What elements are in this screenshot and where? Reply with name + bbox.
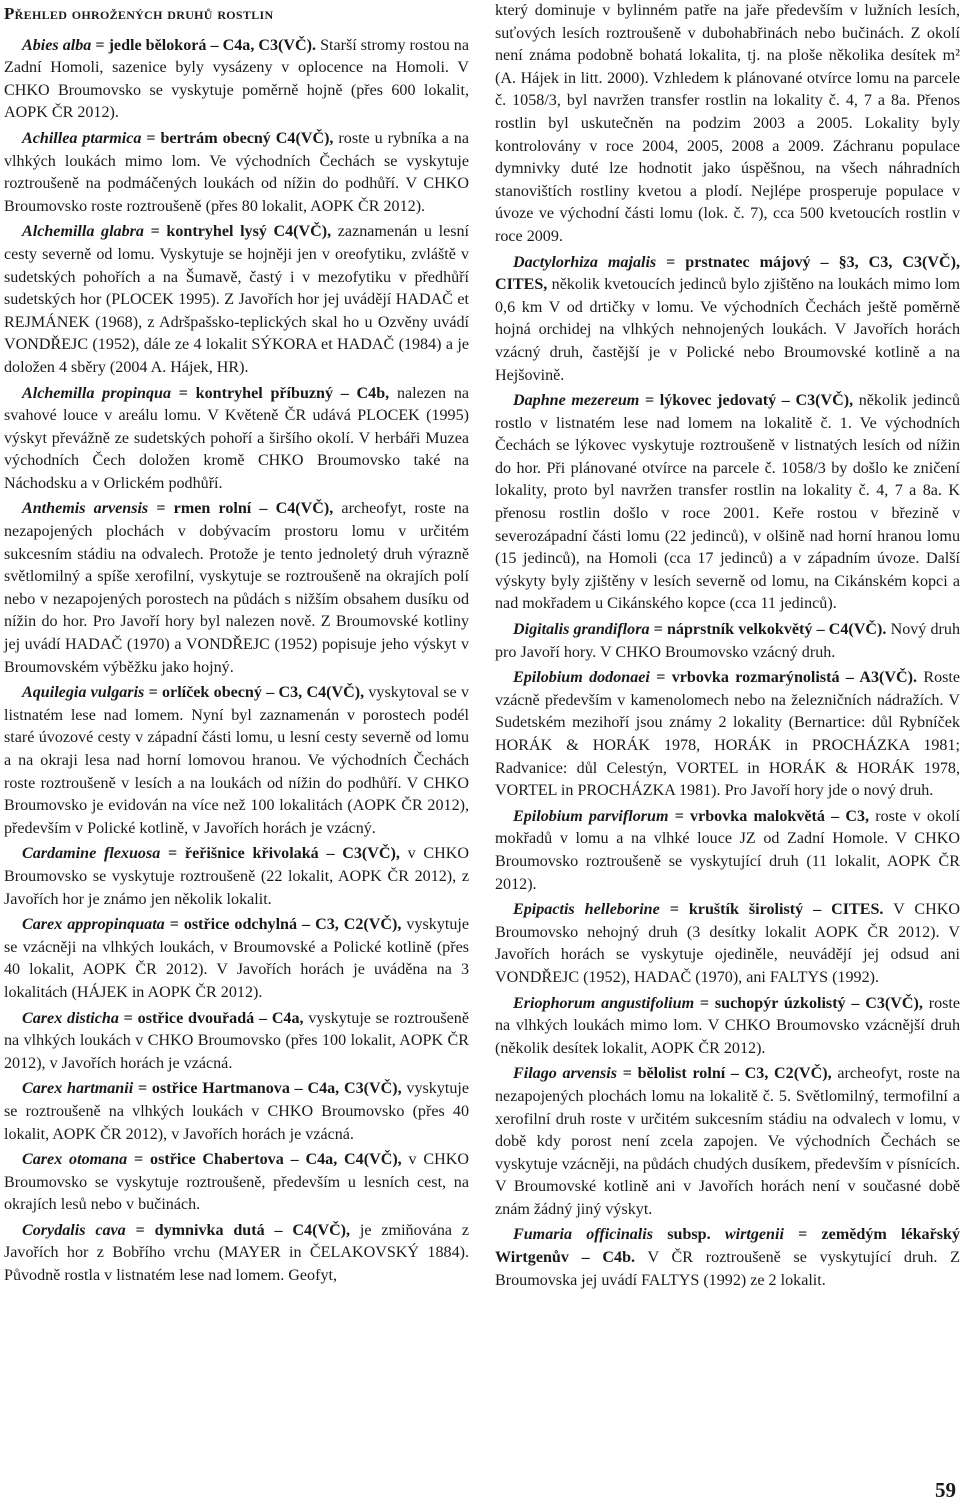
species-czech-name: = řeřišnice křivolaká – C3(VČ), [160, 845, 400, 863]
species-entry [495, 1224, 960, 1292]
species-scientific-name: Alchemilla propinqua [22, 384, 172, 402]
species-scientific-name: Epipactis helleborine [513, 901, 660, 919]
species-czech-name: = vrbovka malokvětá – C3, [668, 807, 870, 825]
species-scientific-name: Carex disticha [22, 1009, 119, 1027]
species-czech-name: = kruštík širolistý – CITES. [659, 901, 884, 919]
species-scientific-name: Alchemilla glabra [22, 223, 144, 241]
species-entry [4, 35, 469, 125]
species-entry [495, 252, 960, 388]
species-czech-name: = ostřice odchylná – C3, C2(VČ), [164, 916, 402, 934]
species-scientific-name: Carex appropinquata [22, 916, 165, 934]
page-number: 59 [935, 1478, 956, 1502]
species-entry [495, 667, 960, 803]
species-scientific-name: Epilobium parviflorum [513, 807, 669, 825]
species-entry [495, 390, 960, 616]
species-description: roste v okolí mokřadů v lomu a na vlhké louce JZ od Zadní Homole. V CHKO Broumovsko roztroušeně se vyskytující druh (11 lokalit, AOPK ČR 2012). [495, 807, 960, 893]
species-scientific-name: Filago arvensis [513, 1065, 618, 1083]
species-description: několik kvetoucích jedinců bylo zjištěno na loukách mimo lom 0,6 km V od drtičky v lomu. Ve východních Čechách ještě poměrně hojná orchidej na vlhkých nehnojených loukách. V Javořích horách vzácný druh, častější je v Polické nebo Broumovské kotlině a na Hejšovině. [495, 276, 960, 384]
species-subspecies-name: wirtgenii [724, 1226, 784, 1244]
species-description: Roste vzácně především v kamenolomech nebo na železničních nádražích. V Sudetském mezihoří jsou známy 2 lokality (Bernartice: důl Rybníček HORÁK & HORÁK 1978, HORÁK in PROCHÁZKA 1981; Radvanice: důl Celestýn, VORTEL in HORÁK & HORÁK 1978, VORTEL in PROCHÁZKA 1981). Pro Javoří hory jde o nový druh. [495, 669, 960, 800]
species-scientific-name: Carex hartmanii [22, 1080, 134, 1098]
species-entry [495, 899, 960, 989]
species-scientific-name: Achillea ptarmica [22, 129, 142, 147]
species-czech-name: = ostřice Chabertova – C4a, C4(VČ), [127, 1151, 402, 1169]
species-description: vyskytuje se roztroušeně na vlhkých loukách v CHKO Broumovsko (přes 100 lokalit, AOPK ČR 2012), v Javořích horách je vzácná. [4, 1009, 469, 1072]
species-scientific-name: Carex otomana [22, 1151, 128, 1169]
species-scientific-name: Anthemis arvensis [22, 500, 149, 518]
page-heading: Přehled ohrožených druhů rostlin [4, 4, 274, 23]
species-czech-name: subsp. [653, 1226, 725, 1244]
species-entry [4, 914, 469, 1004]
species-entry [4, 221, 469, 379]
species-description: Nový druh pro Javoří hory. V CHKO Broumovsko vzácný druh. [495, 621, 960, 661]
species-czech-name: = rmen rolní – C4(VČ), [148, 500, 334, 518]
species-czech-name: = ostřice Hartmanova – C4a, C3(VČ), [133, 1080, 402, 1098]
species-description: zaznamenán u lesní cesty severně od lomu. Vyskytuje se hojněji jen v oreofytiku, zvláště v sudetských pohořích a na Šumavě, častý i v mezofytiku v předhůří sudetských hor (PLOCEK 1995). Z Javořích hor jej uvádějí HADAČ et REJMÁNEK (1968), z Adršpašsko-teplických skal ho u Ozvěny uvádí VONDŘEJC (1952), dále ze 4 lokalit SÝKORA et HADAČ (1984) a je doložen 4 sběry (2004 A. Hájek, HR). [4, 223, 469, 376]
species-entry [495, 1063, 960, 1221]
species-scientific-name: Dactylorhiza majalis [513, 253, 657, 271]
species-czech-name: = náprstník velkokvětý – C4(VČ). [649, 621, 887, 639]
species-description: Starší stromy rostou na Zadní Homoli, sazenice byly vysázeny v oplocence na Homoli. V CHKO Broumovsko se vyskytuje poměrně hojně (přes 600 lokalit, AOPK ČR 2012). [4, 36, 469, 122]
species-scientific-name: Epilobium dodonaei [513, 669, 650, 687]
species-description: v CHKO Broumovsko se vyskytuje roztroušeně, především u lesních cest, na okrajích lesů nebo v bučinách. [4, 1151, 470, 1214]
species-description: roste u rybníka a na vlhkých loukách mimo lom. Ve východních Čechách se vyskytuje roztroušeně na podmáčených loukách od nížin do podhůří. V CHKO Broumovsko roste roztroušeně (přes 80 lokalit, AOPK ČR 2012). [4, 129, 469, 215]
species-czech-name: = prstnatec májový – §3, C3, C3(VČ), CITES, [495, 253, 960, 294]
right-entries [495, 252, 960, 1293]
species-description: nalezen na svahové louce v areálu lomu. V Květeně ČR udává PLOCEK (1995) výskyt převážně ze sudetských pohoří a širšího okolí. V herbáři Muzea východních Čech doložen kromě CHKO Broumovsko také na Náchodsku a v Orlickém podhůří. [4, 384, 470, 492]
species-description: vyskytoval se v listnatém lese nad lomem. Nyní byl zaznamenán v porostech podél staré úvozové cesty v západní části lomu, u lesní cesty severně od lomu a na okraji lesa nad horní lomovou hranou. Ve východních Čechách roste roztroušeně v lesích a na loukách od nížin do podhůří. V CHKO Broumovsko je evidován na více než 100 lokalitách (AOPK ČR 2012), především v Polické kotlině, v Javořích horách je vzácný. [4, 684, 470, 837]
species-description: V ČR roztroušeně se vyskytující druh. Z Broumovska jej uvádí FALTYS (1992) ze 2 lokalit. [495, 1249, 960, 1289]
species-czech-name: = bělolist rolní – C3, C2(VČ), [617, 1065, 832, 1083]
species-scientific-name: Abies alba [22, 36, 92, 54]
species-scientific-name: Eriophorum angustifolium [513, 994, 695, 1012]
species-entry [4, 128, 469, 218]
species-description: vyskytuje se vzácněji na vlhkých loukách, v Broumovské a Polické kotlině (přes 40 lokalit, AOPK ČR 2012). V Javořích horách je uváděna na 3 lokalitách (HÁJEK in AOPK ČR 2012). [4, 916, 469, 1001]
species-entry [4, 498, 469, 679]
species-scientific-name: Daphne mezereum [513, 392, 640, 410]
species-scientific-name: Corydalis cava [22, 1221, 126, 1239]
species-czech-name: = lýkovec jedovatý – C3(VČ), [639, 392, 854, 410]
species-description: v CHKO Broumovsko se vyskytuje roztroušeně (22 lokalit, AOPK ČR 2012), z Javořích hor je známo jen několik lokalit. [4, 845, 470, 908]
left-entries [4, 35, 469, 1288]
continuation-paragraph: který dominuje v bylinném patře na jaře především v lužních lesích, suťových lesích roztroušeně v dubohabřinách nebo bučinách. Z okolí není známa podobně bohatá lokalita, tj. na ploše několika desítek m² (A. Hájek in litt. 2000). Vzhledem k plánované otvírce lomu na parcele č. 1058/3, byl navržen transfer rostlin na lokality č. 4, 7 a 8a. Přenos rostlin byl uskutečněn na podzim 2003 a 2005. Lokality byly kontrolovány v roce 2004, 2005, 2008 a 2009. Záchranu populace dymnivky duté lze hodnotit jako úspěšnou, na všech náhradních stanovištích rostliny kvetou a plodí. Nejlépe prosperuje populace v úvoze ve východní části lomu (lok. č. 7), cca 500 kvetoucích rostlin v roce 2009. [495, 2, 960, 245]
species-scientific-name: Fumaria officinalis [513, 1226, 654, 1244]
species-czech-name: = orlíček obecný – C3, C4(VČ), [144, 684, 365, 702]
left-column [4, 0, 469, 1291]
species-entry [4, 1220, 469, 1288]
species-scientific-name: Cardamine flexuosa [22, 845, 161, 863]
right-column [495, 0, 960, 1295]
species-description: je zmiňována z Javořích hor z Bobřího vrchu (MAYER in ČELAKOVSKÝ 1884). Původně rostla v listnatém lese nad lomem. Geofyt, [4, 1221, 470, 1285]
species-scientific-name: Digitalis grandiflora [513, 621, 650, 639]
species-entry [4, 843, 469, 911]
species-czech-name-2: = zemědým lékařský Wirtgenův – C4b. [495, 1226, 960, 1267]
species-czech-name: = jedle bělokorá – C4a, C3(VČ). [91, 36, 317, 54]
species-czech-name: = dymnivka dutá – C4(VČ), [125, 1221, 351, 1239]
species-entry [4, 682, 469, 840]
species-description: V CHKO Broumovsko nehojný druh (3 desítky lokalit AOPK ČR 2012). V Javořích horách se vyskytuje ojediněle, neuvádějí jej odsud ani VONDŘEJC (1952), HADAČ (1970), ani FALTYS (1992). [495, 901, 960, 986]
species-description: vyskytuje se roztroušeně na vlhkých loukách v CHKO Broumovsko (přes 40 lokalit, AOPK ČR 2012), v Javořích horách je vzácná. [4, 1080, 469, 1143]
species-entry [4, 383, 469, 496]
species-description: archeofyt, roste na nezapojených plochách lomu na lokalitě č. 5. Světlomilný, termofilní a xerofilní druh roste v určitém sukcesním stádiu na odvalech v lomu, v době kdy porost není zcela zapojen. Ve východních Čechách se vyskytuje vzácněji, na půdách chudých dusíkem, především v písnících. V Broumovské kotlině ani v Javořích horách není v současné době znám žádný jiný výskyt. [495, 1065, 960, 1218]
species-entry [4, 1078, 469, 1146]
species-czech-name: = kontryhel lysý C4(VČ), [143, 223, 332, 241]
species-entry [4, 1149, 469, 1217]
species-czech-name: = kontryhel příbuzný – C4b, [171, 384, 390, 402]
species-description: archeofyt, roste na nezapojených plochách v dobývacím prostoru lomu v určitém sukcesním stádiu na odvalech. Protože je tento jednoletý druh výrazně světlomilný a spíše xerofilní, vyskytuje se roztroušeně na okrajích polí nebo v nezapojených porostech na půdách s nižším obsahem dusíku od nížin do hor. Pro Javoří hory byl nalezen nově. Z Broumovské kotliny jej uvádí HADAČ (1970) a VONDŘEJC (1952) popisuje jeho výskyt v Broumovském výběžku jako hojný. [4, 500, 469, 676]
species-entry [495, 993, 960, 1061]
species-entry [4, 1008, 469, 1076]
species-czech-name: = ostřice dvouřadá – C4a, [118, 1009, 304, 1027]
species-description: několik jedinců rostlo v listnatém lese nad lomem na lokalitě č. 1. Ve východních Čechách se lýkovec vyskytuje roztroušeně v listnatých lesích od nížin do hor. Při plánované otvírce na parcele č. 1058/3 by došlo ke zničení lokality, proto byl navržen transfer rostlin na lokality č. 4, 7 a 8a. K přenosu rostlin došlo v roce 2001. Keře rostou v březině v severozápadní části lomu (22 jedinců), v olšině nad horní hranou lomu (15 jedinců), na Homoli (cca 17 jedinců) a v západním úvoze. Další výskyty byly zjištěny v lesích severně od lomu, na Cikánském kopci a nad mokřadem u Cikánského kopce (cca 11 jedinců). [495, 392, 960, 613]
species-scientific-name: Aquilegia vulgaris [22, 684, 145, 702]
species-czech-name: = suchopýr úzkolistý – C3(VČ), [694, 994, 923, 1012]
species-entry [495, 619, 960, 664]
species-czech-name: = vrbovka rozmarýnolistá – A3(VČ). [649, 669, 918, 687]
species-entry [495, 806, 960, 896]
species-czech-name: = bertrám obecný C4(VČ), [141, 129, 334, 147]
species-description: roste na vlhkých loukách mimo lom. V CHKO Broumovsko vzácnější druh (několik desítek lokalit, AOPK ČR 2012). [495, 994, 960, 1057]
